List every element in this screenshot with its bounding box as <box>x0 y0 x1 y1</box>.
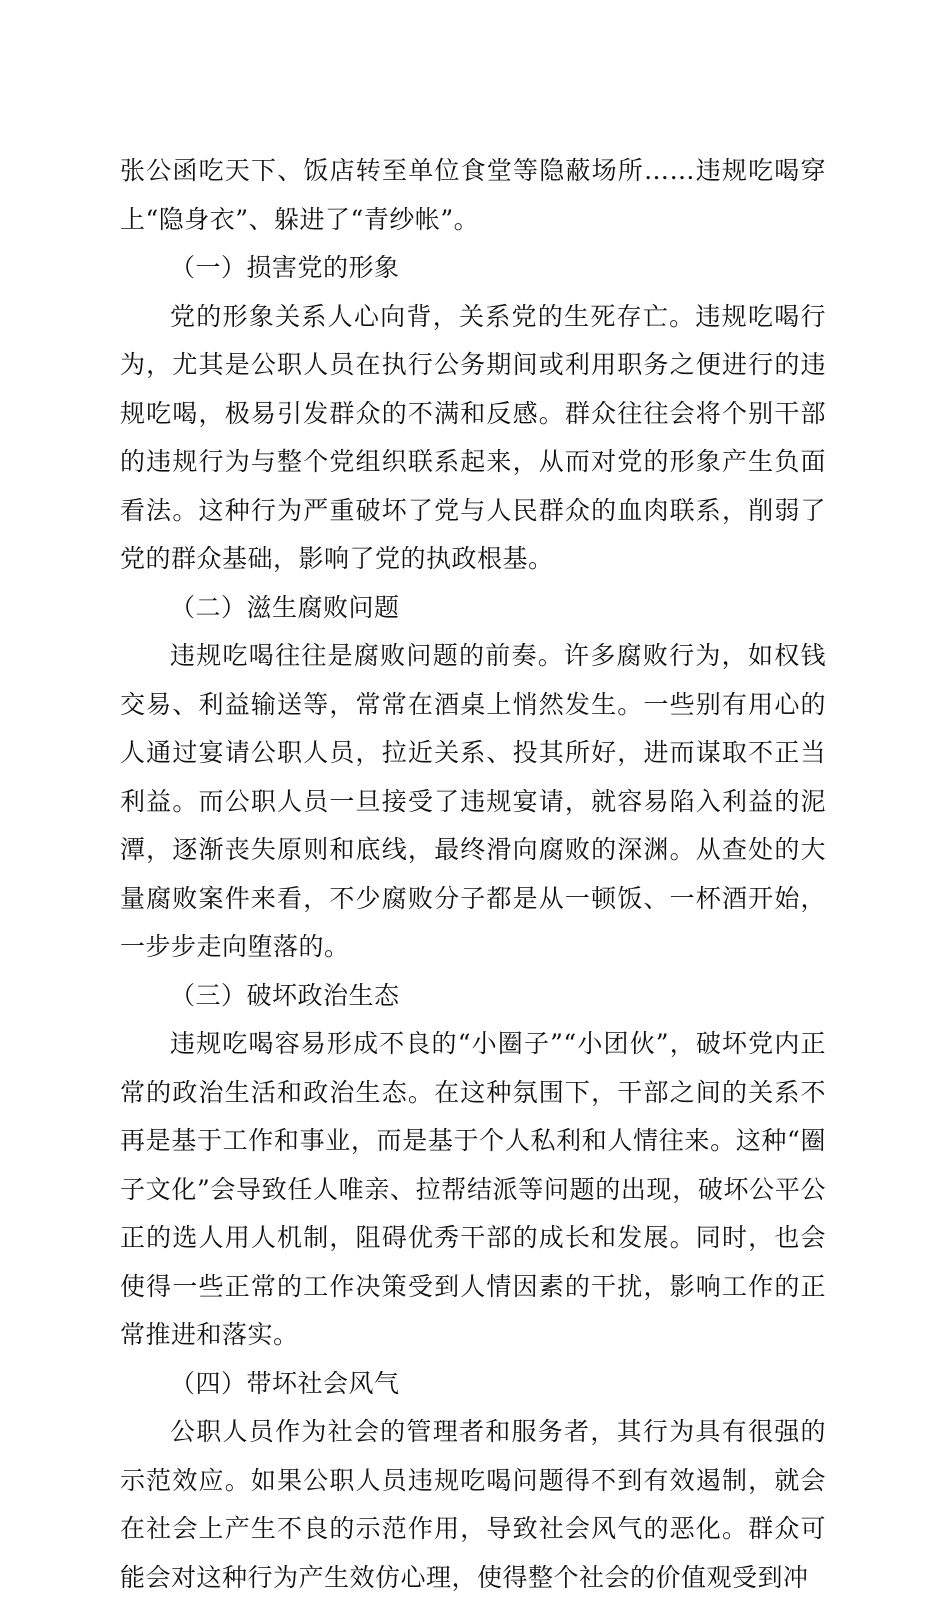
section-heading-4: （四）带坏社会风气 <box>170 1368 400 1398</box>
paragraph-section-3: 违规吃喝容易形成不良的“小圈子”“小团伙”，破坏党内正常的政治生活和政治生态。在这种氛围下，干部之间的关系不再是基于工作和事业，而是基于个人私利和人情往来。这种“圈子文化”会导致任人唯亲、拉帮结派等问题的出现，破坏公平公正的选人用人机制，阻碍优秀干部的成长和发展。同时，也会使得一些正常的工作决策受到人情因素的干扰，影响工作的正常推进和落实。 <box>120 1029 826 1349</box>
paragraph-section-2: 违规吃喝往往是腐败问题的前奏。许多腐败行为，如权钱交易、利益输送等，常常在酒桌上悄然发生。一些别有用心的人通过宴请公职人员，拉近关系、投其所好，进而谋取不正当利益。而公职人员一旦接受了违规宴请，就容易陷入利益的泥潭，逐渐丧失原则和底线，最终滑向腐败的深渊。从查处的大量腐败案件来看，不少腐败分子都是从一顿饭、一杯酒开始，一步步走向堕落的。 <box>120 641 826 961</box>
document-body <box>120 147 826 1602</box>
section-heading-2: （二）滋生腐败问题 <box>170 592 400 622</box>
section-heading-1: （一）损害党的形象 <box>170 253 400 282</box>
paragraph-section-1: 党的形象关系人心向背，关系党的生死存亡。违规吃喝行为，尤其是公职人员在执行公务期间或利用职务之便进行的违规吃喝，极易引发群众的不满和反感。群众往往会将个别干部的违规行为与整个党组织联系起来，从而对党的形象产生负面看法。这种行为严重破坏了党与人民群众的血肉联系，削弱了党的群众基础，影响了党的执政根基。 <box>120 301 826 573</box>
paragraph-continuation: 张公函吃天下、饭店转至单位食堂等隐蔽场所……违规吃喝穿上“隐身衣”、躲进了“青纱帐”。 <box>120 156 826 234</box>
section-heading-3: （三）破坏政治生态 <box>170 980 400 1010</box>
paragraph-section-4: 公职人员作为社会的管理者和服务者，其行为具有很强的示范效应。如果公职人员违规吃喝问题得不到有效遏制，就会在社会上产生不良的示范作用，导致社会风气的恶化。群众可能会对这种行为产生效仿心理，使得整个社会的价值观受到冲 <box>120 1417 826 1592</box>
